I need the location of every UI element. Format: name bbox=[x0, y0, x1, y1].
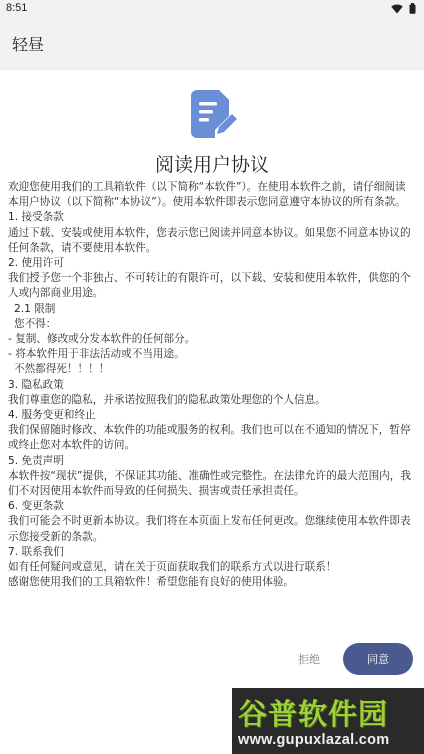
subsection-heading: 2.1 限制 bbox=[14, 302, 56, 315]
section-body: 我们授予您一个非独占、不可转让的有限许可，以下载、安装和使用本软件，供您的个人或内部商业用途。 bbox=[8, 272, 411, 300]
section-body: 我们可能会不时更新本协议。我们将在本页面上发布任何更改。您继续使用本软件即表示您接受新的条款。 bbox=[8, 515, 411, 543]
section-body: 通过下载、安装或使用本软件，您表示您已阅读并同意本协议。如果您不同意本协议的任何条款，请不要使用本软件。 bbox=[8, 226, 411, 254]
section-body: 本软件按“现状”提供，不保证其功能、准确性或完整性。在法律允许的最大范围内，我们不对因使用本软件而导致的任何损失、损害或责任承担责任。 bbox=[8, 469, 411, 498]
watermark-url: www.gupuxlazal.com bbox=[238, 732, 390, 748]
section-heading: 7. 联系我们 bbox=[8, 545, 64, 558]
section-heading: 6. 变更条款 bbox=[8, 500, 64, 513]
section-heading: 4. 服务变更和终止 bbox=[8, 409, 96, 422]
status-time: 8:51 bbox=[6, 2, 28, 14]
restriction-intro: 您不得： bbox=[14, 317, 57, 330]
agree-button[interactable]: 同意 bbox=[343, 643, 413, 675]
section-heading: 2. 使用许可 bbox=[8, 257, 64, 270]
section-heading: 3. 隐私政策 bbox=[8, 378, 64, 391]
document-edit-icon bbox=[191, 90, 237, 140]
section-heading: 5. 免责声明 bbox=[8, 454, 64, 467]
closing-thanks: 感谢您使用我们的工具箱软件！希望您能有良好的使用体验。 bbox=[8, 576, 295, 589]
watermark-text: 谷普软件园 bbox=[238, 697, 389, 731]
restriction-item: - 复制、修改或分发本软件的任何部分。 bbox=[8, 333, 196, 346]
app-title: 轻昼 bbox=[12, 35, 45, 54]
agreement-title: 阅读用户协议 bbox=[154, 154, 269, 176]
status-bar bbox=[0, 0, 424, 18]
agreement-intro: 欢迎您使用我们的工具箱软件（以下简称“本软件”）。在使用本软件之前，请仔细阅读本用户协议（以下简称“本协议”）。使用本软件即表示您同意遵守本协议的所有条款。 bbox=[8, 181, 406, 209]
app-bar bbox=[0, 18, 424, 70]
action-buttons bbox=[0, 643, 424, 675]
reject-button[interactable]: 拒绝 bbox=[298, 653, 320, 666]
section-body: 我们保留随时修改、本软件的功能或服务的权利。我们也可以在不通知的情况下，暂停或终止您对本软件的访问。 bbox=[8, 424, 411, 452]
section-body: 如有任何疑问或意见，请在关于页面获取我们的联系方式以进行联系！ bbox=[8, 561, 337, 574]
agreement-page bbox=[0, 70, 424, 754]
status-icons bbox=[391, 3, 416, 14]
restriction-warning: 不然都得死！！！！ bbox=[14, 363, 110, 376]
battery-icon bbox=[409, 3, 416, 14]
restriction-item: - 将本软件用于非法活动或不当用途。 bbox=[8, 348, 185, 361]
agreement-text bbox=[8, 180, 416, 590]
wifi-icon bbox=[391, 4, 403, 14]
section-body: 我们尊重您的隐私，并承诺按照我们的隐私政策处理您的个人信息。 bbox=[8, 393, 326, 406]
watermark-logo bbox=[232, 688, 424, 754]
section-heading: 1. 接受条款 bbox=[8, 211, 64, 224]
